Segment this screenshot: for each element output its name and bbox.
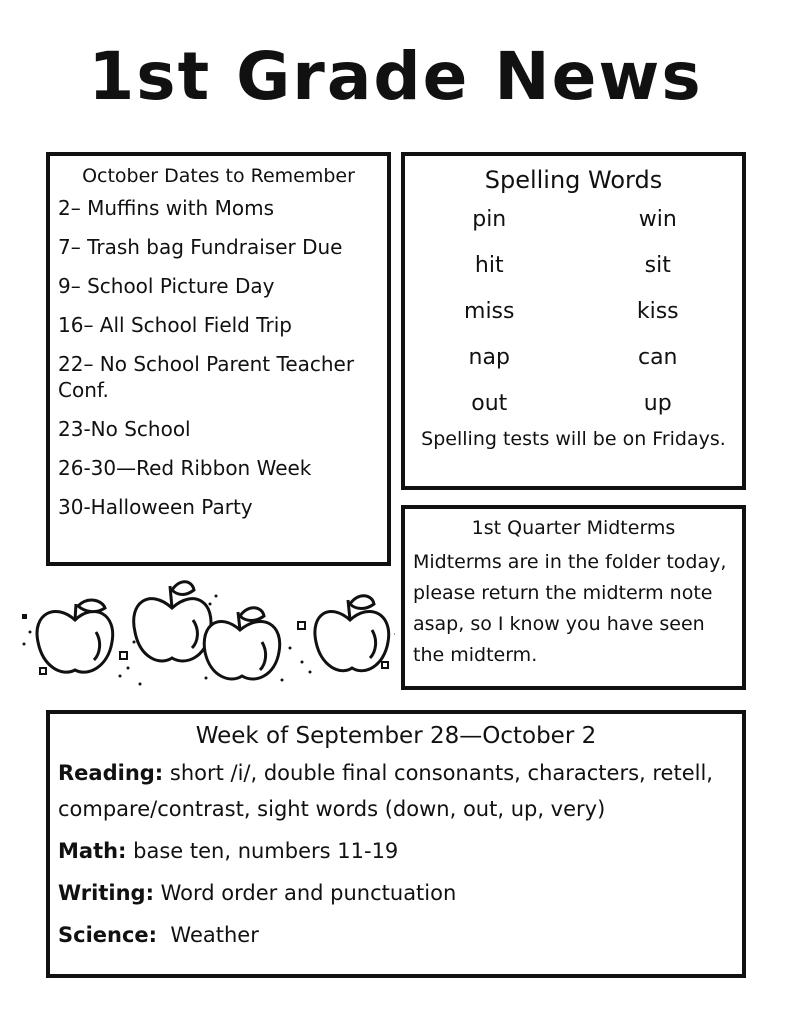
midterms-text: Midterms are in the folder today, please return the midterm note asap, so I know you have seen the midterm.	[413, 551, 727, 666]
october-dates-title: October Dates to Remember	[82, 165, 355, 187]
midterms-box	[401, 505, 746, 690]
week-title: Week of September 28—October 2	[195, 723, 597, 749]
math-line	[58, 833, 734, 869]
spelling-word: can	[637, 345, 678, 370]
spelling-word: out	[471, 391, 508, 416]
spelling-word: hit	[474, 253, 504, 278]
spelling-words-title: Spelling Words	[484, 166, 663, 194]
date-list	[58, 195, 387, 520]
date-item: 7– Trash bag Fundraiser Due	[58, 235, 343, 259]
spelling-word: kiss	[636, 299, 679, 324]
apple-icon	[134, 582, 211, 661]
reading-label: Reading:	[58, 761, 164, 785]
apple-icon	[315, 596, 389, 671]
date-item: 26-30—Red Ribbon Week	[58, 456, 312, 480]
date-item: 30-Halloween Party	[58, 495, 253, 519]
reading-line	[58, 755, 734, 827]
date-item: 16– All School Field Trip	[58, 313, 292, 337]
newsletter-title: 1st Grade News	[88, 38, 703, 115]
week-box	[46, 710, 746, 978]
science-label: Science:	[58, 923, 158, 947]
date-item: 9– School Picture Day	[58, 274, 275, 298]
midterms-title: 1st Quarter Midterms	[471, 517, 676, 539]
date-item: 22– No School Parent Teacher Conf.	[58, 352, 355, 402]
spelling-test-note: Spelling tests will be on Fridays.	[421, 428, 726, 450]
spelling-word: pin	[472, 207, 507, 232]
writing-text: Word order and punctuation	[153, 881, 457, 905]
science-text: Weather	[157, 923, 259, 947]
spelling-word: nap	[468, 345, 510, 370]
date-item: 2– Muffins with Moms	[58, 196, 274, 220]
october-dates-box	[46, 152, 391, 566]
math-text: base ten, numbers 11-19	[126, 839, 399, 863]
apples-clipart	[10, 572, 395, 690]
math-label: Math:	[58, 839, 127, 863]
spelling-word: win	[638, 207, 677, 232]
apple-icon	[37, 600, 113, 672]
reading-text: short /i/, double final consonants, characters, retell, compare/contrast, sight words (down, out, up, very)	[58, 761, 713, 821]
spelling-word: sit	[644, 253, 671, 278]
science-line	[58, 917, 734, 953]
spelling-word: up	[643, 391, 672, 416]
spelling-word-grid	[405, 200, 742, 430]
writing-line	[58, 875, 734, 911]
spelling-words-box	[401, 152, 746, 490]
writing-label: Writing:	[58, 881, 154, 905]
date-item: 23-No School	[58, 417, 191, 441]
apple-icon	[204, 608, 279, 679]
spelling-word: miss	[464, 299, 515, 324]
